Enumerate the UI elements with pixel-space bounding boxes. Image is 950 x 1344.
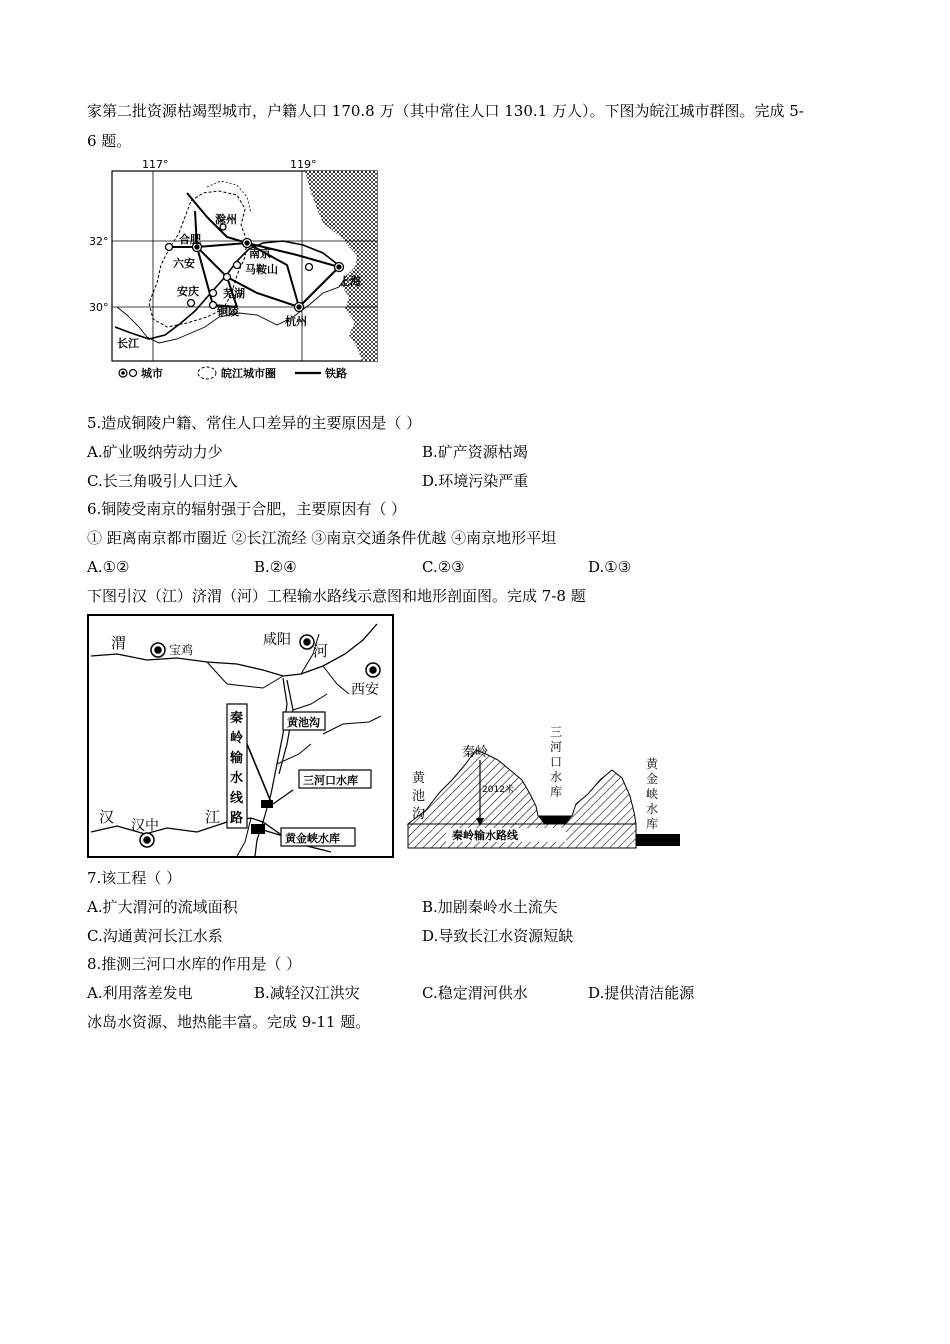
profile-sanhekou-char-3: 口 (550, 755, 563, 769)
q6-option-d: D.①③ (588, 558, 632, 576)
q6-option-b: B.②④ (254, 558, 297, 576)
city-xianyang: 咸阳 (263, 632, 291, 648)
lon-117-label: 117° (142, 158, 169, 171)
lat-32-label: 32° (89, 235, 109, 248)
q6-option-c: C.②③ (422, 558, 465, 576)
q6-option-a: A.①② (87, 558, 130, 576)
route-char-6: 路 (230, 811, 244, 826)
q7-stem: 7.该工程（ ） (87, 869, 182, 887)
city-shanghai: 上海 (339, 275, 361, 288)
profile-left-char-3: 沟 (412, 807, 426, 822)
label-han: 汉 (99, 808, 115, 826)
city-hangzhou: 杭州 (285, 315, 307, 328)
route-char-3: 输 (230, 751, 244, 766)
city-xian: 西安 (351, 682, 379, 698)
terrain-profile (406, 720, 686, 852)
q7-option-c: C.沟通黄河长江水系 (87, 927, 223, 945)
water-transfer-map (87, 614, 397, 860)
city-wuhu: 芜湖 (223, 287, 245, 300)
profile-huangjinxia-char-1: 黄 (646, 757, 659, 771)
q8-option-c: C.稳定渭河供水 (422, 984, 528, 1002)
legend-city: 城市 (141, 367, 163, 380)
q5-option-b: B.矿产资源枯竭 (422, 443, 528, 461)
q8-option-b: B.减轻汉江洪灾 (254, 984, 360, 1002)
q5-option-d: D.环境污染严重 (422, 472, 529, 490)
profile-huangjinxia-char-2: 金 (646, 772, 659, 786)
profile-sanhekou-char-4: 水 (550, 770, 563, 784)
city-maanshan: 马鞍山 (245, 263, 278, 276)
city-luan: 六安 (173, 257, 195, 270)
label-jiang: 江 (205, 808, 221, 826)
city-anqing: 安庆 (177, 285, 199, 298)
q8-option-a: A.利用落差发电 (87, 984, 193, 1002)
q7-option-b: B.加剧秦岭水土流失 (422, 898, 558, 916)
profile-qinling: 秦岭 (462, 745, 489, 760)
city-hanzhong: 汉中 (131, 818, 159, 834)
city-tongling: 铜陵 (217, 305, 239, 318)
q5-option-c: C.长三角吸引人口迁入 (87, 472, 238, 490)
q8-option-d: D.提供清洁能源 (588, 984, 695, 1002)
profile-huangjinxia-char-4: 水 (646, 802, 659, 816)
city-baoji: 宝鸡 (169, 643, 194, 657)
city-hefei: 合肥 (179, 233, 201, 246)
city-nanjing: 南京 (249, 247, 271, 260)
label-huangchigou: 黄池沟 (287, 716, 320, 729)
label-wei: 渭 (111, 634, 127, 652)
profile-tunnel-label: 秦岭输水路线 (452, 829, 518, 842)
intro-line-2: 6 题。 (87, 132, 132, 150)
legend-rail: 铁路 (325, 367, 347, 380)
route-char-4: 水 (230, 771, 244, 786)
q5-stem: 5.造成铜陵户籍、常住人口差异的主要原因是（ ） (87, 414, 422, 432)
wanjiang-map (87, 157, 387, 387)
legend-region: 皖江城市圈 (221, 367, 276, 380)
river-changjiang: 长江 (117, 337, 139, 350)
profile-sanhekou-char-5: 库 (550, 785, 563, 799)
label-he: 河 (313, 642, 329, 660)
q7-option-a: A.扩大渭河的流域面积 (87, 898, 238, 916)
city-chuzhou: 滁州 (215, 213, 237, 226)
q7-option-d: D.导致长江水资源短缺 (422, 927, 574, 945)
intro-q9-11: 冰岛水资源、地热能丰富。完成 9-11 题。 (87, 1013, 371, 1031)
profile-left-char-1: 黄 (412, 771, 426, 786)
profile-sanhekou-char-1: 三 (550, 725, 563, 739)
label-sanhekou: 三河口水库 (303, 774, 358, 787)
profile-sanhekou-char-2: 河 (550, 740, 563, 754)
lon-119-label: 119° (290, 158, 317, 171)
route-char-5: 线 (230, 791, 244, 806)
intro-q7-8: 下图引汉（江）济渭（河）工程输水路线示意图和地形剖面图。完成 7-8 题 (87, 587, 586, 605)
intro-line-1: 家第二批资源枯竭型城市，户籍人口 170.8 万（其中常住人口 130.1 万人）。下图为皖江城市群图。完成 5- (87, 102, 804, 120)
route-char-1: 秦 (230, 711, 244, 726)
profile-huangjinxia-char-3: 峡 (646, 787, 659, 801)
route-char-2: 岭 (230, 731, 244, 746)
q6-items: ① 距离南京都市圈近 ②长江流经 ③南京交通条件优越 ④南京地形平坦 (87, 529, 557, 547)
q5-option-a: A.矿业吸纳劳动力少 (87, 443, 223, 461)
q6-stem: 6.铜陵受南京的辐射强于合肥，主要原因有（ ） (87, 500, 407, 518)
profile-elevation: 2012米 (482, 785, 514, 795)
q8-stem: 8.推测三河口水库的作用是（ ） (87, 955, 302, 973)
label-huangjinxia: 黄金峡水库 (285, 832, 340, 845)
lat-30-label: 30° (89, 301, 109, 314)
profile-huangjinxia-char-5: 库 (646, 817, 659, 831)
profile-left-char-2: 池 (412, 789, 426, 804)
